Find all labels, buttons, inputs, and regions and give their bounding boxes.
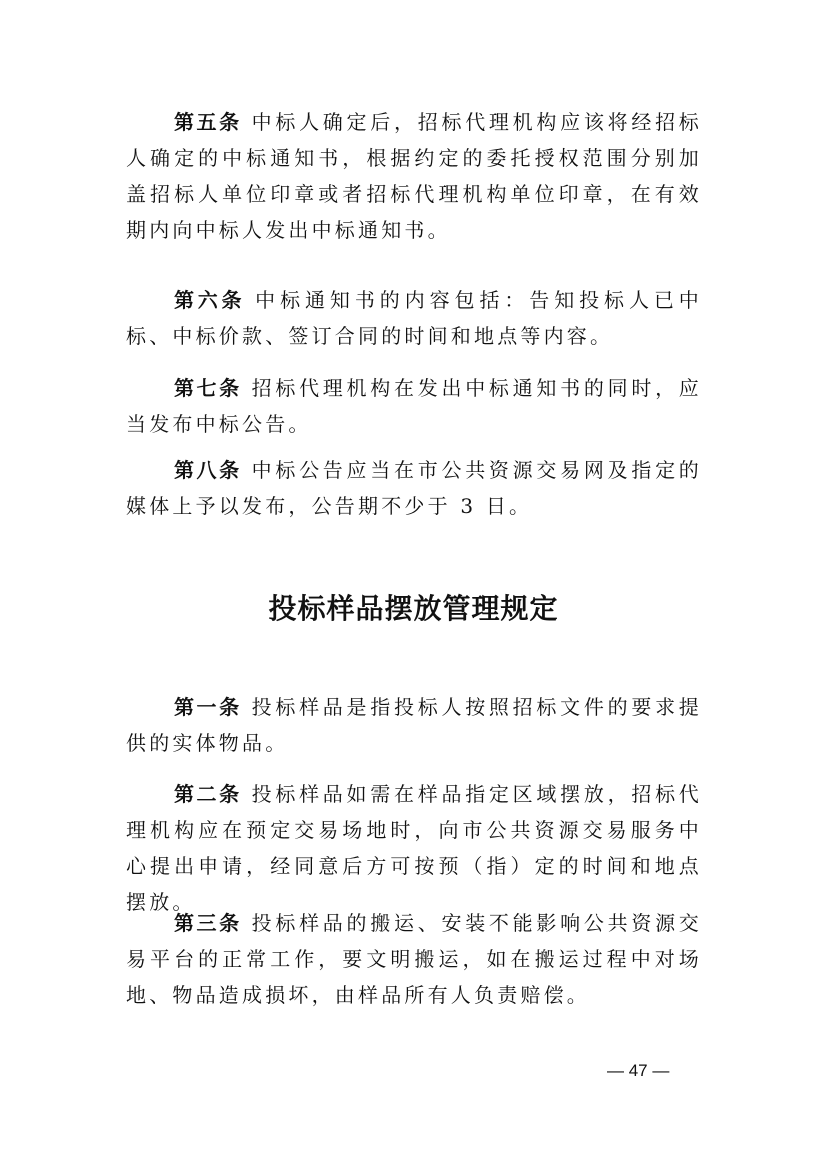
article-text: 招标代理机构在发出中标通知书的同时，应当发布中标公告。 (126, 376, 702, 436)
article-8 (126, 452, 702, 524)
article-heading: 第八条 (174, 458, 242, 482)
article-heading: 第七条 (174, 376, 242, 400)
article-text: 投标样品是指投标人按照招标文件的要求提供的实体物品。 (126, 695, 702, 755)
article-heading: 第六条 (174, 288, 246, 312)
article-heading: 第三条 (174, 911, 242, 935)
sample-article-3 (126, 905, 702, 1013)
article-6 (126, 282, 702, 354)
sample-article-1 (126, 689, 702, 761)
page-number: — 47 — (607, 1061, 670, 1080)
article-text: 投标样品如需在样品指定区域摆放，招标代理机构应在预定交易场地时，向市公共资源交易服务中心提出申请，经同意后方可按预（指）定的时间和地点摆放。 (126, 782, 702, 914)
section-title: 投标样品摆放管理规定 (268, 592, 559, 625)
article-text: 中标人确定后，招标代理机构应该将经招标人确定的中标通知书，根据约定的委托授权范围分别加盖招标人单位印章或者招标代理机构单位印章，在有效期内向中标人发出中标通知书。 (126, 110, 702, 242)
sample-article-2 (126, 776, 702, 920)
article-heading: 第五条 (174, 110, 242, 134)
article-7 (126, 370, 702, 442)
article-text: 中标公告应当在市公共资源交易网及指定的媒体上予以发布，公告期不少于 3 日。 (126, 458, 702, 518)
article-text: 中标通知书的内容包括：告知投标人已中标、中标价款、签订合同的时间和地点等内容。 (126, 288, 703, 348)
article-text: 投标样品的搬运、安装不能影响公共资源交易平台的正常工作，要文明搬运，如在搬运过程中对场地、物品造成损坏，由样品所有人负责赔偿。 (126, 911, 702, 1007)
article-heading: 第一条 (174, 695, 242, 719)
article-heading: 第二条 (174, 782, 242, 806)
article-5 (126, 104, 702, 248)
